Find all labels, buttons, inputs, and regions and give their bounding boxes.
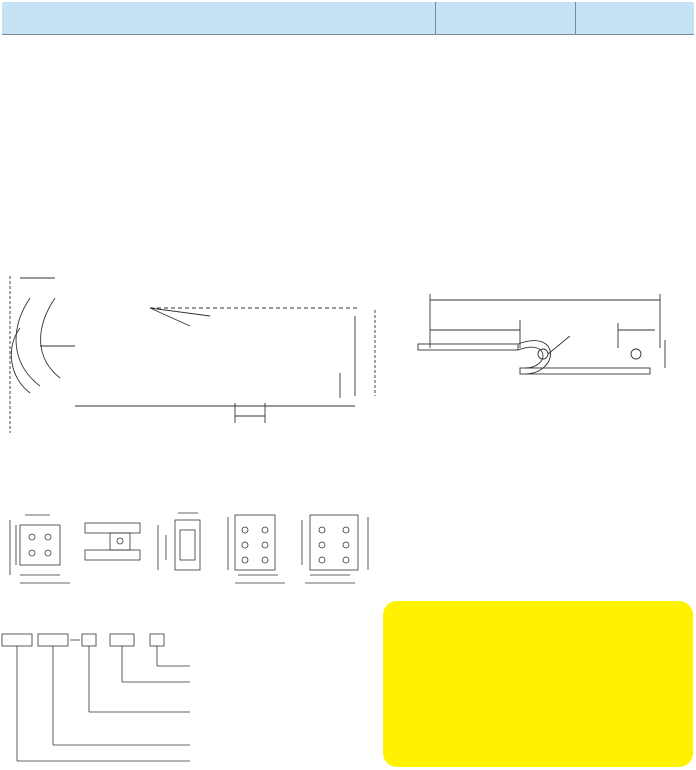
left-chain-diagram (10, 276, 375, 433)
bend-header (436, 2, 575, 35)
col-header-b (629, 2, 694, 35)
legend-L (438, 436, 462, 461)
connector-drawings (0, 505, 380, 600)
table-header (2, 2, 694, 35)
col-header (366, 2, 399, 35)
application-note (383, 601, 693, 767)
col-header (330, 2, 367, 35)
type-header (2, 2, 81, 35)
spec-table (2, 2, 694, 35)
col-header (114, 2, 153, 35)
chain-drawing (0, 268, 696, 438)
col-header (185, 2, 220, 35)
col-header (297, 2, 330, 35)
col-header (220, 2, 261, 35)
col-header (260, 2, 297, 35)
legend-LA (438, 461, 462, 486)
col-header (153, 2, 186, 35)
right-chain-diagram (418, 294, 665, 374)
legend-b (438, 486, 462, 511)
col-header-H (575, 2, 628, 35)
col-header (81, 2, 114, 35)
order-mark-diagram (0, 628, 260, 768)
legend (438, 436, 462, 511)
col-header (399, 2, 436, 35)
